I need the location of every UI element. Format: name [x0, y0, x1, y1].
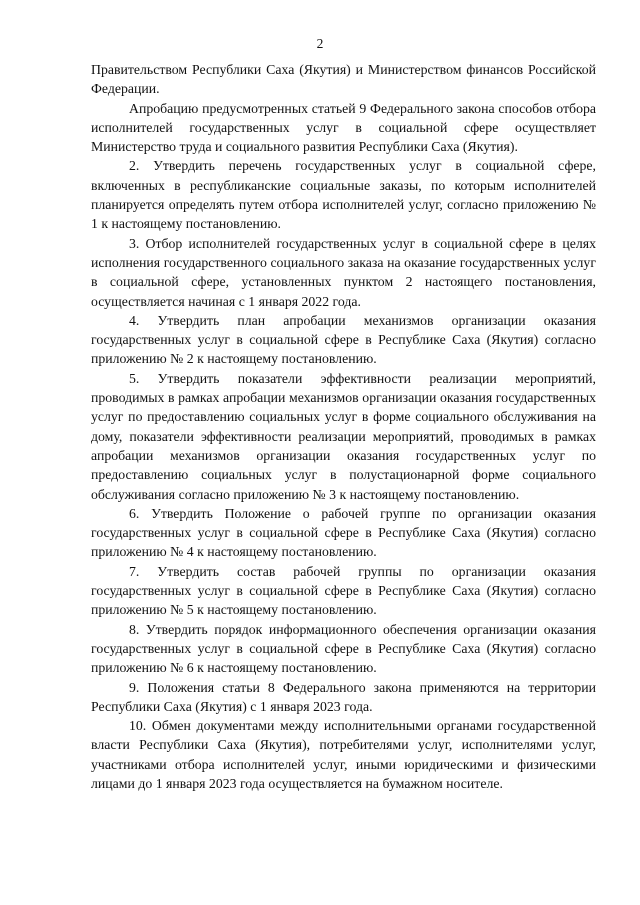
paragraph-item-9: 9. Положения статьи 8 Федерального закона применяются на территории Республики Саха (Якутия) с 1 января 2023 года.: [91, 679, 596, 714]
paragraph-approbation: Апробацию предусмотренных статьей 9 Федерального закона способов отбора исполнителей государственных услуг в социальной сфере осуществляет Министерство труда и социального развития Республики Саха (Якутия).: [91, 100, 596, 155]
paragraph-item-2: 2. Утвердить перечень государственных услуг в социальной сфере, включенных в республиканские социальные заказы, по которым исполнителей планируется определять путем отбора исполнителей услуг, согласно приложению № 1 к настоящему постановлению.: [91, 158, 596, 232]
paragraph-item-3: 3. Отбор исполнителей государственных услуг в социальной сфере в целях исполнения государственного социального заказа на оказание государственных услуг в социальной сфере, установленных пунктом 2 настоящего постановления, осуществляется начиная с 1 января 2022 года.: [91, 235, 596, 309]
paragraph-continuation: Правительством Республики Саха (Якутия) и Министерством финансов Российской Федерации.: [91, 62, 596, 97]
document-body: [91, 60, 596, 793]
paragraph-item-6: 6. Утвердить Положение о рабочей группе по организации оказания государственных услуг в социальной сфере в Республике Саха (Якутия) согласно приложению № 4 к настоящему постановлению.: [91, 505, 596, 560]
paragraph-item-8: 8. Утвердить порядок информационного обеспечения организации оказания государственных услуг в социальной сфере в Республике Саха (Якутия) согласно приложению № 6 к настоящему постановлению.: [91, 621, 596, 676]
paragraph-item-4: 4. Утвердить план апробации механизмов организации оказания государственных услуг в социальной сфере в Республике Саха (Якутия) согласно приложению № 2 к настоящему постановлению.: [91, 312, 596, 367]
paragraph-item-7: 7. Утвердить состав рабочей группы по организации оказания государственных услуг в социальной сфере в Республике Саха (Якутия) согласно приложению № 5 к настоящему постановлению.: [91, 563, 596, 618]
page-number: 2: [316, 36, 324, 51]
paragraph-item-10: 10. Обмен документами между исполнительными органами государственной власти Республики Саха (Якутия), потребителями услуг, исполнителями услуг, участниками отбора исполнителей услуг, иными юридическими и физическими лицами до 1 января 2023 года осуществляется на бумажном носителе.: [91, 718, 596, 791]
paragraph-item-5: 5. Утвердить показатели эффективности реализации мероприятий, проводимых в рамках апробации механизмов организации оказания государственных услуг по предоставлению социальных услуг в форме социального обслуживания на дому, показатели эффективности реализации мероприятий, проводимых в рамках апробации механизмов организации оказания государственных услуг по предоставлению социальных услуг в полустационарной форме социального обслуживания согласно приложению № 3 к настоящему постановлению.: [91, 370, 596, 502]
